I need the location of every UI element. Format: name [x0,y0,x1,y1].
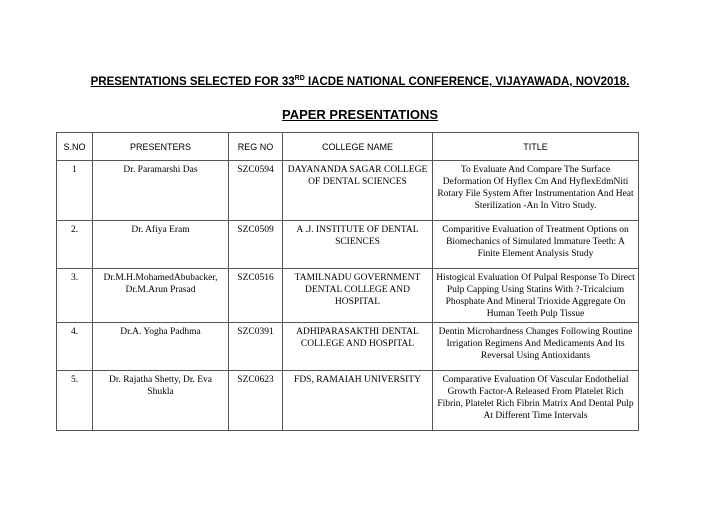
document-heading [0,75,720,88]
cell-presenters: Dr.A. Yogha Padhma [93,323,229,371]
cell-college: FDS, RAMAIAH UNIVERSITY [283,371,433,431]
presentations-table [56,132,639,431]
cell-reg-no: SZC0516 [229,269,283,323]
cell-college: TAMILNADU GOVERNMENT DENTAL COLLEGE AND HOSPITAL [283,269,433,323]
cell-presenters: Dr. Afiya Eram [93,221,229,269]
column-header-presenters: PRESENTERS [93,133,229,161]
column-header-college: COLLEGE NAME [283,133,433,161]
cell-title: Histogical Evaluation Of Pulpal Response To Direct Pulp Capping Using Statins With ?-Tricalcium Phosphate And Mineral Trioxide Aggregate On Human Teeth Pulp Tissue [433,269,639,323]
cell-reg-no: SZC0509 [229,221,283,269]
cell-title: Dentin Microhardness Changes Following Routine Irrigation Regimens And Medicaments And Its Reversal Using Antioxidants [433,323,639,371]
cell-college: ADHIPARASAKTHI DENTAL COLLEGE AND HOSPITAL [283,323,433,371]
heading-text-start: PRESENTATIONS SELECTED FOR 33 [90,75,295,88]
cell-presenters: Dr.M.H.MohamedAbubacker, Dr.M.Arun Prasad [93,269,229,323]
cell-sno: 3. [57,269,93,323]
table-row [57,221,639,269]
heading-text-end: IACDE NATIONAL CONFERENCE, VIJAYAWADA, NOV2018. [304,75,630,88]
table-row [57,371,639,431]
column-header-reg-no: REG NO [229,133,283,161]
section-subheading: PAPER PRESENTATIONS [281,107,439,122]
cell-reg-no: SZC0594 [229,161,283,221]
cell-title: To Evaluate And Compare The Surface Deformation Of Hyflex Cm And HyflexEdmNiti Rotary File System After Instrumentation And Heat Sterilization -An In Vitro Study. [433,161,639,221]
cell-reg-no: SZC0391 [229,323,283,371]
table-header-row [57,133,639,161]
cell-reg-no: SZC0623 [229,371,283,431]
cell-title: Comparitive Evaluation of Treatment Options on Biomechanics of Simulated Immature Teeth: A Finite Element Analysis Study [433,221,639,269]
cell-college: A .J. INSTITUTE OF DENTAL SCIENCES [283,221,433,269]
cell-title: Comparative Evaluation Of Vascular Endothelial Growth Factor-A Released From Platelet Rich Fibrin, Platelet Rich Fibrin Matrix And Dental Pulp At Different Time Intervals [433,371,639,431]
table-row [57,323,639,371]
cell-sno: 2. [57,221,93,269]
cell-presenters: Dr. Rajatha Shetty, Dr. Eva Shukla [93,371,229,431]
cell-sno: 4. [57,323,93,371]
column-header-sno: S.NO [57,133,93,161]
cell-presenters: Dr. Paramarshi Das [93,161,229,221]
table-row [57,269,639,323]
heading-superscript: RD [294,75,305,82]
cell-sno: 1 [57,161,93,221]
cell-sno: 5. [57,371,93,431]
table-row [57,161,639,221]
cell-college: DAYANANDA SAGAR COLLEGE OF DENTAL SCIENCES [283,161,433,221]
column-header-title: TITLE [433,133,639,161]
